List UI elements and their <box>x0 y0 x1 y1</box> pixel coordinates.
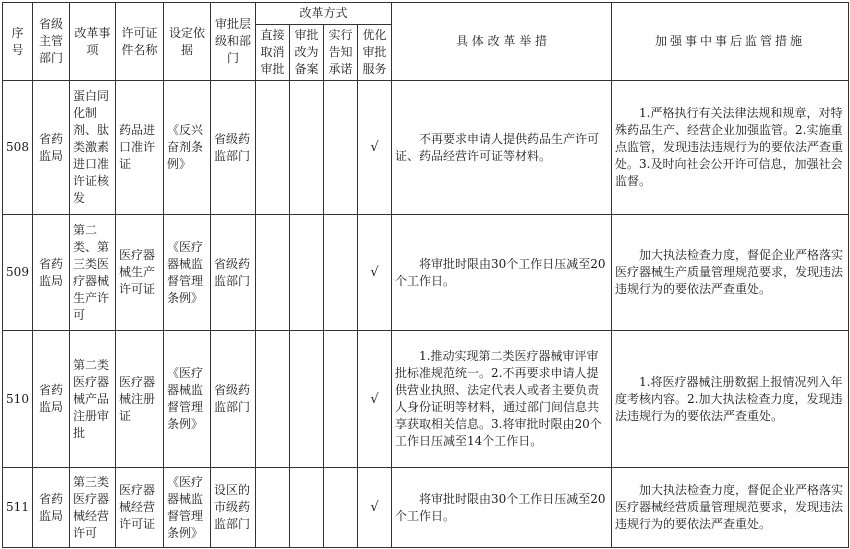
cell-dept: 省药监局 <box>33 331 70 468</box>
header-measures: 具 体 改 革 举 措 <box>392 3 612 81</box>
reform-table <box>2 2 849 548</box>
cell-license: 医疗器械经营许可证 <box>116 468 164 548</box>
cell-item: 蛋白同化制剂、肽类激素进口准许证核发 <box>70 81 116 215</box>
header-item: 改革事项 <box>70 3 116 81</box>
header-methods: 改革方式 <box>256 3 392 25</box>
cell-license: 药品进口准许证 <box>116 81 164 215</box>
table-row <box>3 468 849 548</box>
cell-method-cancel <box>256 331 290 468</box>
cell-method-filing <box>290 81 324 215</box>
cell-supervision: 1.将医疗器械注册数据上报情况列入年度考核内容。2.加大执法检查力度，发现违法违规行为的要依法严查重处。 <box>612 331 849 468</box>
cell-method-commitment <box>324 215 358 331</box>
cell-supervision: 加大执法检查力度，督促企业严格落实医疗器械生产质量管理规范要求，发现违法违规行为的要依法严查重处。 <box>612 215 849 331</box>
header-license: 许可证件名称 <box>116 3 164 81</box>
cell-level: 省级药监部门 <box>211 331 256 468</box>
cell-dept: 省药监局 <box>33 215 70 331</box>
cell-method-optimize: √ <box>358 81 392 215</box>
cell-license: 医疗器械注册证 <box>116 331 164 468</box>
cell-method-cancel <box>256 81 290 215</box>
cell-dept: 省药监局 <box>33 468 70 548</box>
cell-basis: 《医疗器械监督管理条例》 <box>164 215 211 331</box>
cell-supervision: 1.严格执行有关法律法规和规章，对特殊药品生产、经营企业加强监管。2.实施重点监管，发现违法违规行为的要依法严查重处。3.及时向社会公开许可信息，加强社会监督。 <box>612 81 849 215</box>
cell-method-optimize: √ <box>358 468 392 548</box>
cell-method-commitment <box>324 468 358 548</box>
cell-seq: 509 <box>3 215 33 331</box>
cell-method-filing <box>290 215 324 331</box>
cell-level: 省级药监部门 <box>211 215 256 331</box>
cell-seq: 508 <box>3 81 33 215</box>
cell-license: 医疗器械生产许可证 <box>116 215 164 331</box>
header-seq: 序号 <box>3 3 33 81</box>
cell-item: 第三类医疗器械经营许可 <box>70 468 116 548</box>
cell-basis: 《反兴奋剂条例》 <box>164 81 211 215</box>
cell-method-commitment <box>324 81 358 215</box>
cell-dept: 省药监局 <box>33 81 70 215</box>
cell-method-optimize: √ <box>358 331 392 468</box>
cell-item: 第二类、第三类医疗器械生产许可 <box>70 215 116 331</box>
cell-measures: 不再要求申请人提供药品生产许可证、药品经营许可证等材料。 <box>392 81 612 215</box>
header-supervision: 加强事中事后监管措施 <box>612 3 849 81</box>
header-method-commitment: 实行告知承诺 <box>324 25 358 81</box>
table-row <box>3 331 849 468</box>
cell-method-cancel <box>256 215 290 331</box>
cell-method-filing <box>290 468 324 548</box>
header-method-optimize: 优化审批服务 <box>358 25 392 81</box>
cell-method-optimize: √ <box>358 215 392 331</box>
cell-level: 设区的市级药监部门 <box>211 468 256 548</box>
table-row <box>3 215 849 331</box>
cell-seq: 510 <box>3 331 33 468</box>
cell-measures: 将审批时限由30个工作日压减至20个工作日。 <box>392 468 612 548</box>
cell-measures: 1.推动实现第二类医疗器械审评审批标准规范统一。2.不再要求申请人提供营业执照、法定代表人或者主要负责人身份证明等材料，通过部门间信息共享获取相关信息。3.将审批时限由20个工作日压减至14个工作日。 <box>392 331 612 468</box>
cell-measures: 将审批时限由30个工作日压减至20个工作日。 <box>392 215 612 331</box>
cell-method-cancel <box>256 468 290 548</box>
header-dept: 省级主管部门 <box>33 3 70 81</box>
cell-level: 省级药监部门 <box>211 81 256 215</box>
cell-item: 第二类医疗器械产品注册审批 <box>70 331 116 468</box>
cell-method-commitment <box>324 331 358 468</box>
cell-basis: 《医疗器械监督管理条例》 <box>164 468 211 548</box>
cell-basis: 《医疗器械监督管理条例》 <box>164 331 211 468</box>
header-method-filing: 审批改为备案 <box>290 25 324 81</box>
header-method-cancel: 直接取消审批 <box>256 25 290 81</box>
header-basis: 设定依据 <box>164 3 211 81</box>
cell-seq: 511 <box>3 468 33 548</box>
cell-supervision: 加大执法检查力度，督促企业严格落实医疗器械经营质量管理规范要求，发现违法违规行为的要依法严查重处。 <box>612 468 849 548</box>
cell-method-filing <box>290 331 324 468</box>
table-row <box>3 81 849 215</box>
header-level: 审批层级和部门 <box>211 3 256 81</box>
